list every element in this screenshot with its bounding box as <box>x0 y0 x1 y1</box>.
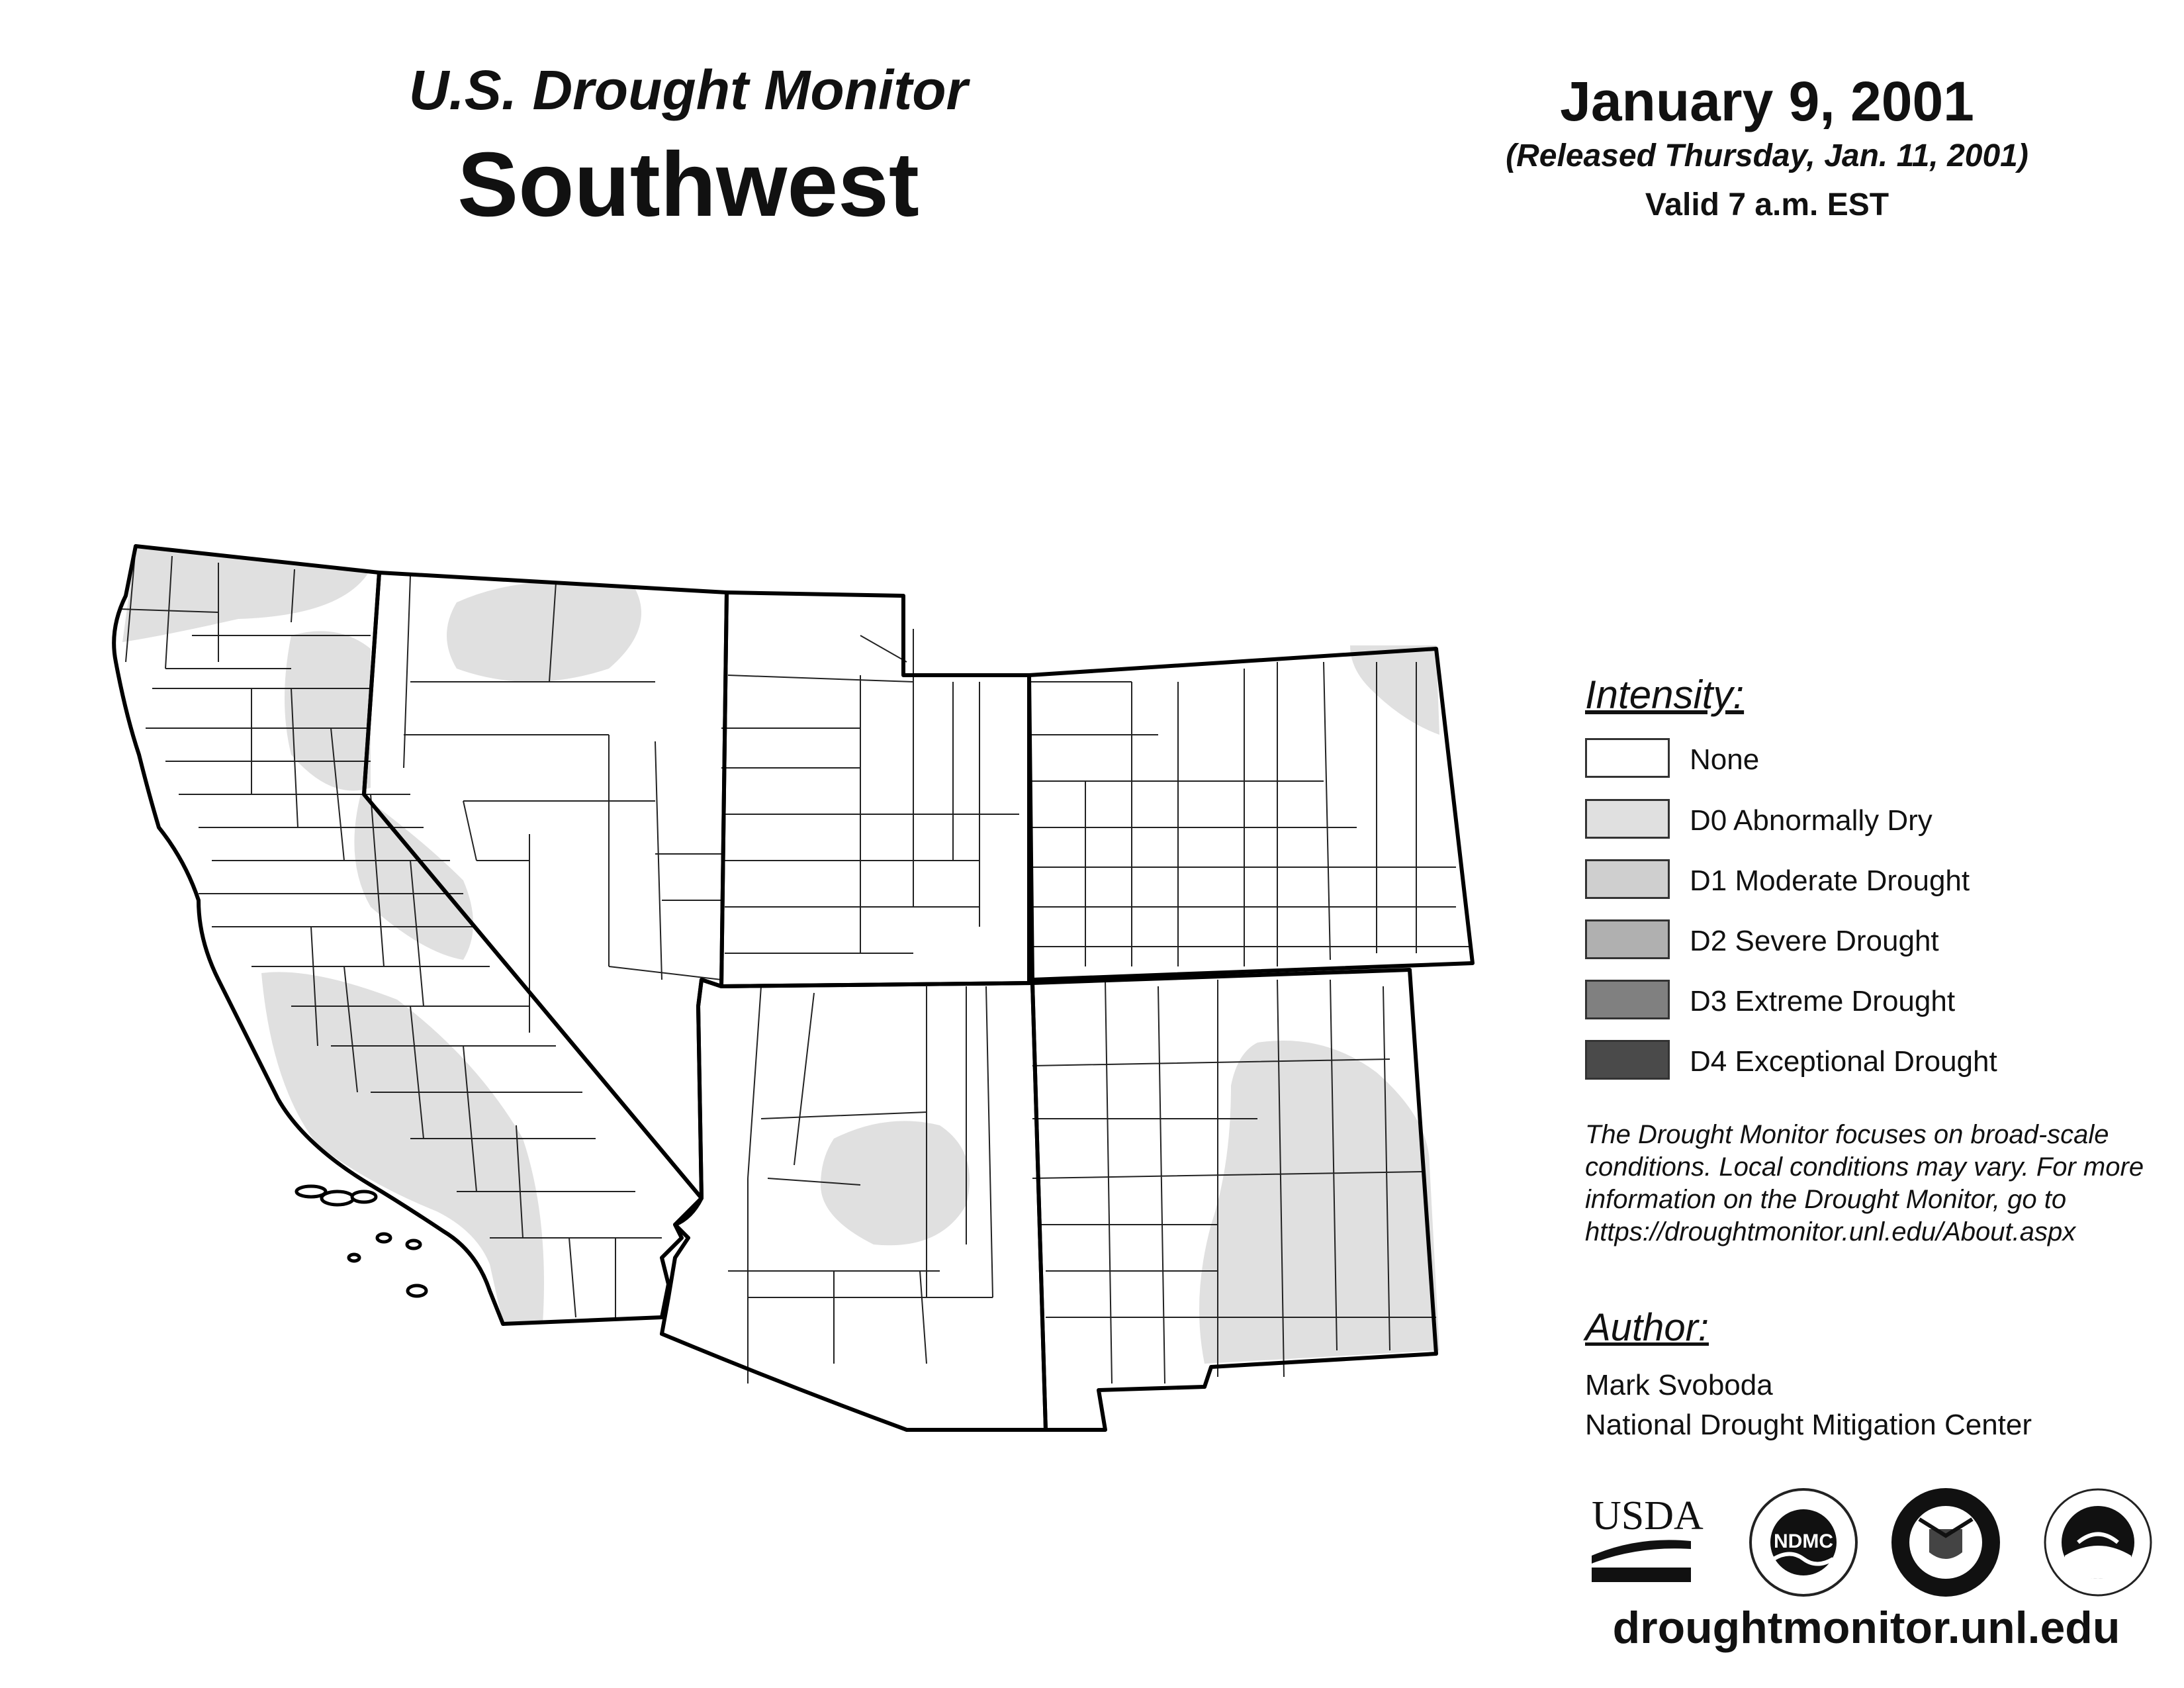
legend-swatch <box>1585 738 1670 778</box>
partner-logos <box>1585 1483 2167 1602</box>
website-url[interactable]: droughtmonitor.unl.edu <box>1612 1603 2120 1653</box>
channel-islands <box>296 1186 426 1296</box>
legend-item-d4 <box>1585 1040 2115 1082</box>
legend-swatch <box>1585 1040 1670 1080</box>
legend-label: D1 Moderate Drought <box>1690 865 1970 897</box>
noaa-logo <box>2045 1489 2151 1595</box>
legend-label: D2 Severe Drought <box>1690 925 1939 957</box>
legend-item-d2 <box>1585 919 2115 962</box>
d0-southern-california <box>261 972 544 1324</box>
region-title: Southwest <box>457 134 919 236</box>
legend-item-d0 <box>1585 799 2115 841</box>
valid-time: Valid 7 a.m. EST <box>1645 187 1889 222</box>
legend-label: None <box>1690 743 1760 776</box>
legend-item-d1 <box>1585 859 2115 902</box>
legend-swatch <box>1585 919 1670 959</box>
d0-northeast-colorado <box>1350 645 1439 735</box>
legend-item-none <box>1585 738 2115 780</box>
legend-label: D0 Abnormally Dry <box>1690 804 1933 837</box>
d0-eastern-new-mexico <box>1199 1041 1439 1364</box>
author-name: Mark Svoboda <box>1585 1369 1773 1401</box>
d0-north-nevada <box>447 582 641 682</box>
disclaimer-note: The Drought Monitor focuses on broad-scale conditions. Local conditions may vary. For more information on the Drought Monitor, go to https://droughtmonitor.unl.edu/About.aspx <box>1585 1120 2144 1246</box>
d0-areas <box>122 546 1439 1364</box>
product-title: U.S. Drought Monitor <box>408 59 968 121</box>
usda-logo <box>1592 1493 1704 1582</box>
legend-label: D4 Exceptional Drought <box>1690 1045 1997 1078</box>
ndmc-logo <box>1751 1489 1856 1595</box>
ndmc-logo-text: NDMC <box>1774 1530 1833 1552</box>
legend-title: Intensity: <box>1585 673 1745 717</box>
release-date: (Released Thursday, Jan. 11, 2001) <box>1506 138 2028 173</box>
map-date: January 9, 2001 <box>1560 70 1974 132</box>
legend-item-d3 <box>1585 980 2115 1022</box>
commerce-seal <box>1891 1488 2000 1597</box>
state-utah <box>721 592 1029 986</box>
d0-north-california-coast <box>122 546 371 642</box>
author-title: Author: <box>1585 1306 1709 1349</box>
legend-swatch <box>1585 799 1670 839</box>
usda-logo-text: USDA <box>1592 1493 1704 1538</box>
legend-swatch <box>1585 859 1670 899</box>
d0-northeast-california <box>285 631 371 790</box>
author-org: National Drought Mitigation Center <box>1585 1409 2032 1441</box>
legend-swatch <box>1585 980 1670 1019</box>
legend-label: D3 Extreme Drought <box>1690 985 1956 1017</box>
